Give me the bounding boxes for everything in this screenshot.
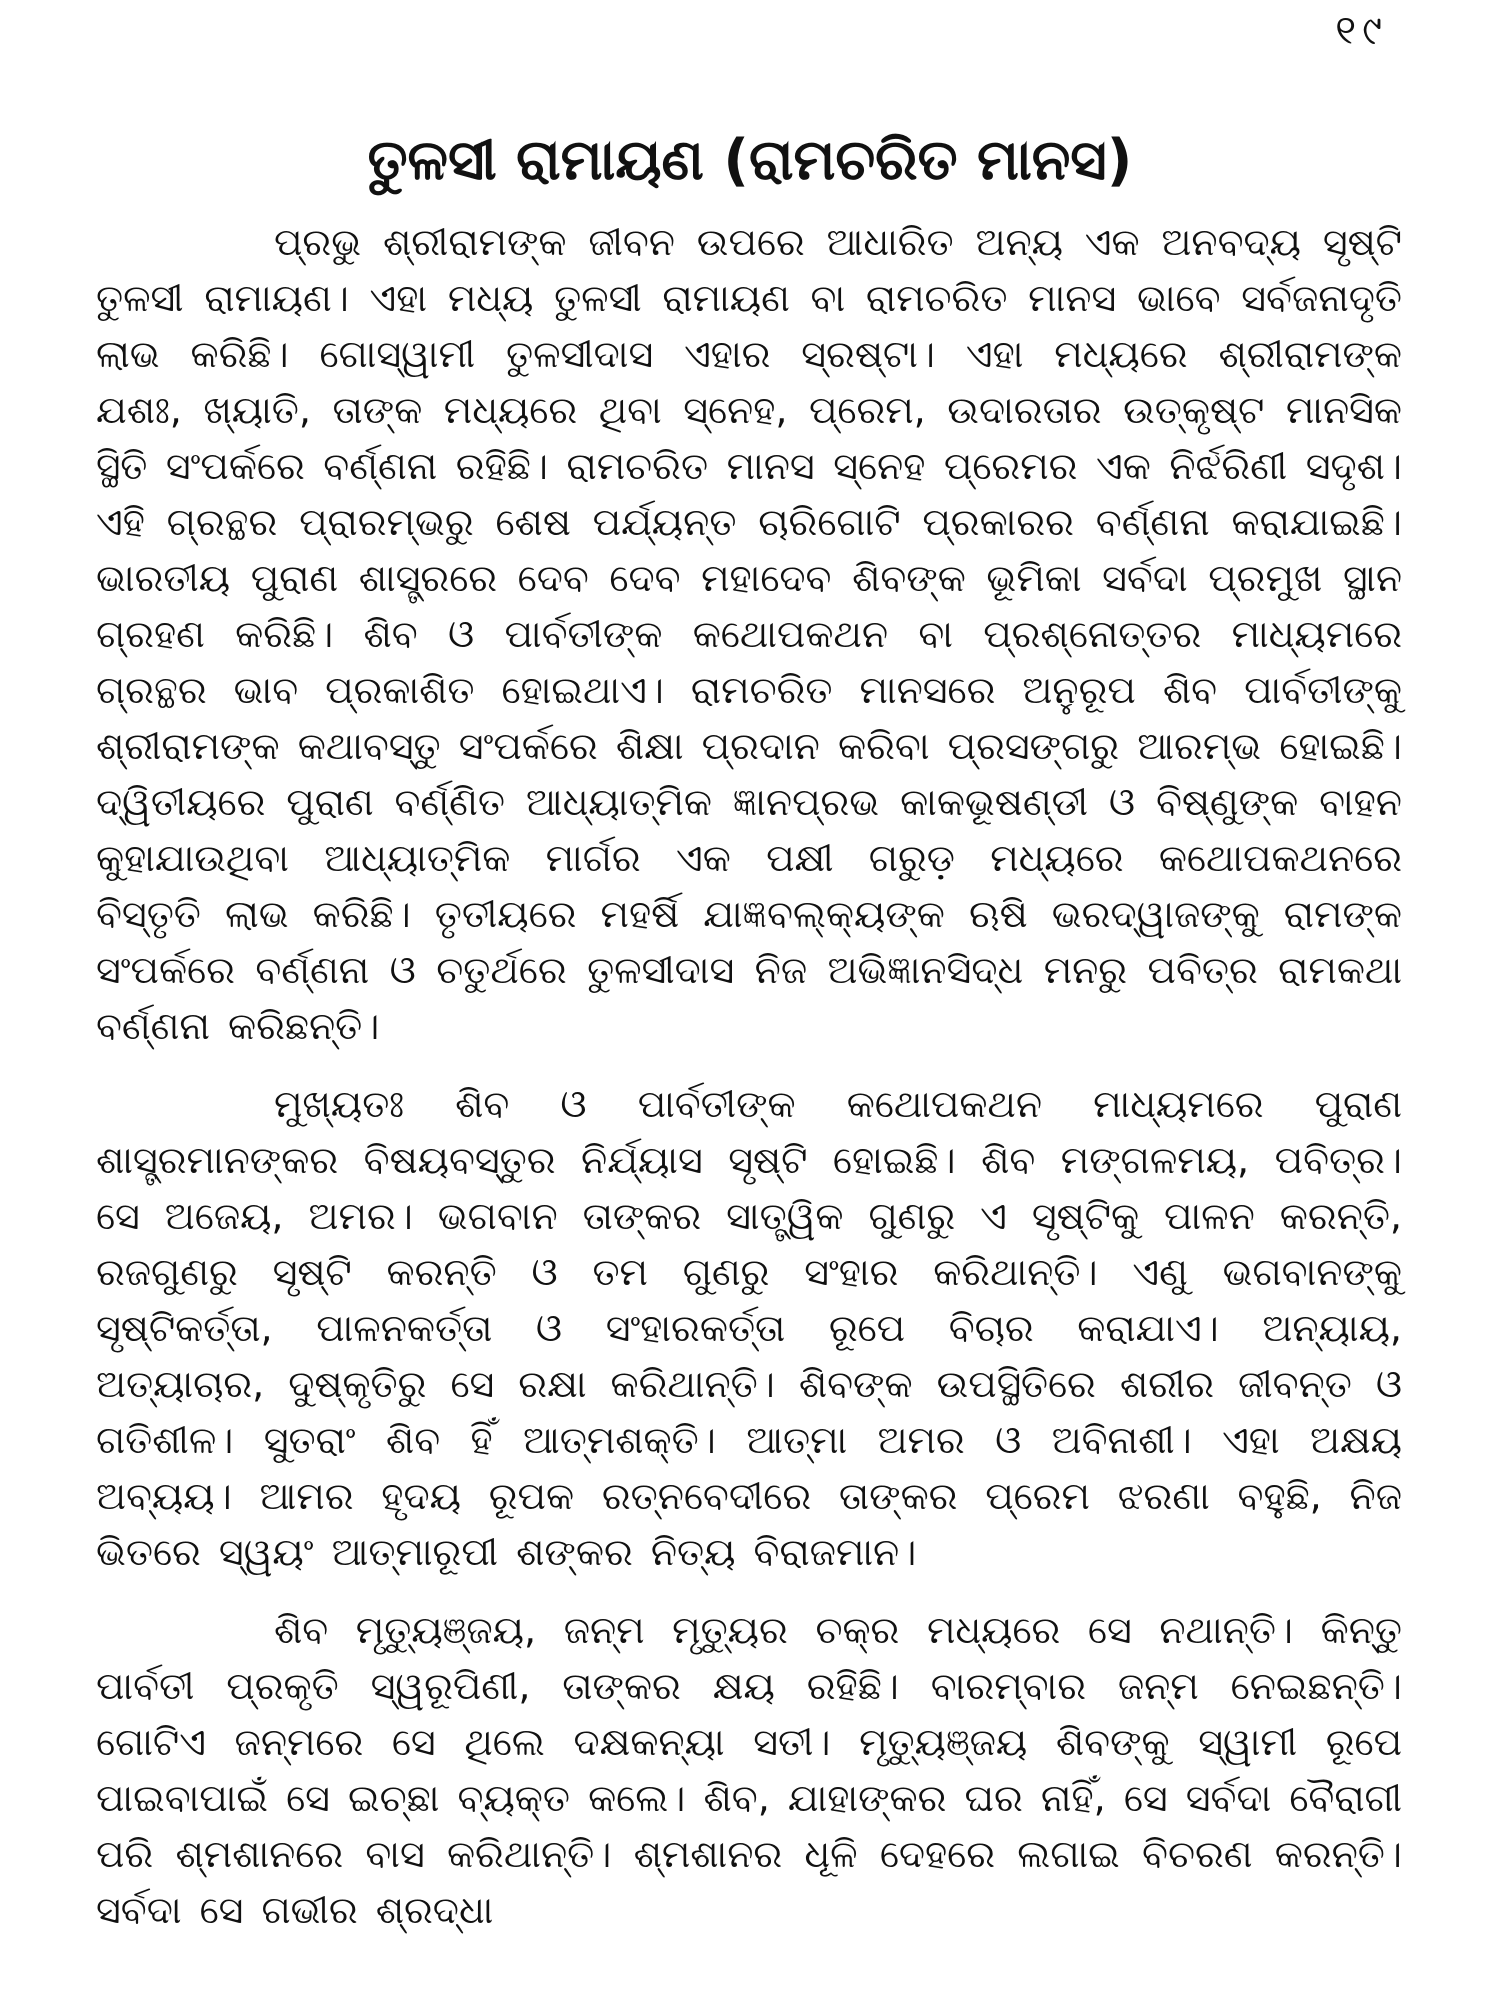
page-number: ୧୯ — [1335, 8, 1388, 54]
page-title: ତୁଳସୀ ରାମାୟଣ (ରାମଚରିତ ମାନସ) — [367, 128, 1133, 193]
paragraph-1: ପ୍ରଭୁ ଶ୍ରୀରାମଙ୍କ ଜୀବନ ଉପରେ ଆଧାରିତ ଅନ୍ୟ ଏକ ଅନବଦ୍ୟ ସୃଷ୍ଟି ତୁଳସୀ ରାମାୟଣ। ଏହା ମଧ୍ୟ ତୁଳସୀ ରାମାୟଣ ବା ରାମଚରିତ ମାନସ ଭାବେ ସର୍ବଜନାଦୃତି ଲାଭ କରିଛି। ଗୋସ୍ୱାମୀ ତୁଳସୀଦାସ ଏହାର ସ୍ରଷ୍ଟା। ଏହା ମଧ୍ୟରେ ଶ୍ରୀରାମଙ୍କ ଯଶଃ, ଖ୍ୟାତି, ତାଙ୍କ ମଧ୍ୟରେ ଥିବା ସ୍ନେହ, ପ୍ରେମ, ଉଦାରତାର ଉତ୍କୃଷ୍ଟ ମାନସିକ ସ୍ଥିତି ସଂପର୍କରେ ବର୍ଣ୍ଣନା ରହିଛି। ରାମଚରିତ ମାନସ ସ୍ନେହ ପ୍ରେମର ଏକ ନିର୍ଝରିଣୀ ସଦୃଶ। ଏହି ଗ୍ରନ୍ଥର ପ୍ରାରମ୍ଭରୁ ଶେଷ ପର୍ଯ୍ୟନ୍ତ ଚାରିଗୋଟି ପ୍ରକାରର ବର୍ଣ୍ଣନା କରାଯାଇଛି। ଭାରତୀୟ ପୁରାଣ ଶାସ୍ତ୍ରରେ ଦେବ ଦେବ ମହାଦେବ ଶିବଙ୍କ ଭୂମିକା ସର୍ବଦା ପ୍ରମୁଖ ସ୍ଥାନ ଗ୍ରହଣ କରିଛି। ଶିବ ଓ ପାର୍ବତୀଙ୍କ କଥୋପକଥନ ବା ପ୍ରଶ୍ନୋତ୍ତର ମାଧ୍ୟମରେ ଗ୍ରନ୍ଥର ଭାବ ପ୍ରକାଶିତ ହୋଇଥାଏ। ରାମଚରିତ ମାନସରେ ଅନୁରୂପ ଶିବ ପାର୍ବତୀଙ୍କୁ ଶ୍ରୀରାମଙ୍କ କଥାବସ୍ତୁ ସଂପର୍କରେ ଶିକ୍ଷା ପ୍ରଦାନ କରିବା ପ୍ରସଙ୍ଗରୁ ଆରମ୍ଭ ହୋଇଛି। ଦ୍ୱିତୀୟରେ ପୁରାଣ ବର୍ଣ୍ଣିତ ଆଧ୍ୟାତ୍ମିକ ଜ୍ଞାନପ୍ରଭ କାକଭୂଷଣ୍ଡୀ ଓ ବିଷ୍ଣୁଙ୍କ ବାହନ କୁହାଯାଉଥିବା ଆଧ୍ୟାତ୍ମିକ ମାର୍ଗର ଏକ ପକ୍ଷୀ ଗରୁଡ଼ ମଧ୍ୟରେ କଥୋପକଥନରେ ବିସ୍ତୃତି ଲାଭ କରିଛି। ତୃତୀୟରେ ମହର୍ଷି ଯାଜ୍ଞବଲ୍କ୍ୟଙ୍କ ଋଷି ଭରଦ୍ୱାଜଙ୍କୁ ରାମଙ୍କ ସଂପର୍କରେ ବର୍ଣ୍ଣନା ଓ ଚତୁର୍ଥରେ ତୁଳସୀଦାସ ନିଜ ଅଭିଜ୍ଞାନସିଦ୍ଧ ମନରୁ ପବିତ୍ର ରାମକଥା ବର୍ଣ୍ଣନା କରିଛନ୍ତି। — [96, 220, 1402, 1048]
body-text — [96, 214, 1402, 1960]
paragraph-3: ଶିବ ମୃତ୍ୟୁଞ୍ଜୟ, ଜନ୍ମ ମୃତ୍ୟୁର ଚକ୍ର ମଧ୍ୟରେ ସେ ନଥାନ୍ତି। କିନ୍ତୁ ପାର୍ବତୀ ପ୍ରକୃତି ସ୍ୱରୂପିଣୀ, ତାଙ୍କର କ୍ଷୟ ରହିଛି। ବାରମ୍ବାର ଜନ୍ମ ନେଇଛନ୍ତି। ଗୋଟିଏ ଜନ୍ମରେ ସେ ଥିଲେ ଦକ୍ଷକନ୍ୟା ସତୀ। ମୃତ୍ୟୁଞ୍ଜୟ ଶିବଙ୍କୁ ସ୍ୱାମୀ ରୂପେ ପାଇବାପାଇଁ ସେ ଇଚ୍ଛା ବ୍ୟକ୍ତ କଲେ। ଶିବ, ଯାହାଙ୍କର ଘର ନାହିଁ, ସେ ସର୍ବଦା ବୈରାଗୀ ପରି ଶ୍ମଶାନରେ ବାସ କରିଥାନ୍ତି। ଶ୍ମଶାନର ଧୂଳି ଦେହରେ ଲଗାଇ ବିଚରଣ କରନ୍ତି। ସର୍ବଦା ସେ ଗଭୀର ଶ୍ରଦ୍ଧା — [96, 1608, 1402, 1932]
paragraph-2: ମୁଖ୍ୟତଃ ଶିବ ଓ ପାର୍ବତୀଙ୍କ କଥୋପକଥନ ମାଧ୍ୟମରେ ପୁରାଣ ଶାସ୍ତ୍ରମାନଙ୍କର ବିଷୟବସ୍ତୁର ନିର୍ଯ୍ୟାସ ସୃଷ୍ଟି ହୋଇଛି। ଶିବ ମଙ୍ଗଳମୟ, ପବିତ୍ର। ସେ ଅଜେୟ, ଅମର। ଭଗବାନ ତାଙ୍କର ସାତ୍ତ୍ୱିକ ଗୁଣରୁ ଏ ସୃଷ୍ଟିକୁ ପାଳନ କରନ୍ତି, ରଜଗୁଣରୁ ସୃଷ୍ଟି କରନ୍ତି ଓ ତମ ଗୁଣରୁ ସଂହାର କରିଥାନ୍ତି। ଏଣୁ ଭଗବାନଙ୍କୁ ସୃଷ୍ଟିକର୍ତ୍ତା, ପାଳନକର୍ତ୍ତା ଓ ସଂହାରକର୍ତ୍ତା ରୂପେ ବିଚାର କରାଯାଏ। ଅନ୍ୟାୟ, ଅତ୍ୟାଚାର, ଦୁଷ୍କୃତିରୁ ସେ ରକ୍ଷା କରିଥାନ୍ତି। ଶିବଙ୍କ ଉପସ୍ଥିତିରେ ଶରୀର ଜୀବନ୍ତ ଓ ଗତିଶୀଳ। ସୁତରାଂ ଶିବ ହିଁ ଆତ୍ମଶକ୍ତି। ଆତ୍ମା ଅମର ଓ ଅବିନାଶୀ। ଏହା ଅକ୍ଷୟ ଅବ୍ୟୟ। ଆମର ହୃଦୟ ରୂପକ ରତ୍ନବେଦୀରେ ତାଙ୍କର ପ୍ରେମ ଝରଣା ବହୁଛି, ନିଜ ଭିତରେ ସ୍ୱୟଂ ଆତ୍ମାରୂପୀ ଶଙ୍କର ନିତ୍ୟ ବିରାଜମାନ। — [96, 1082, 1402, 1574]
